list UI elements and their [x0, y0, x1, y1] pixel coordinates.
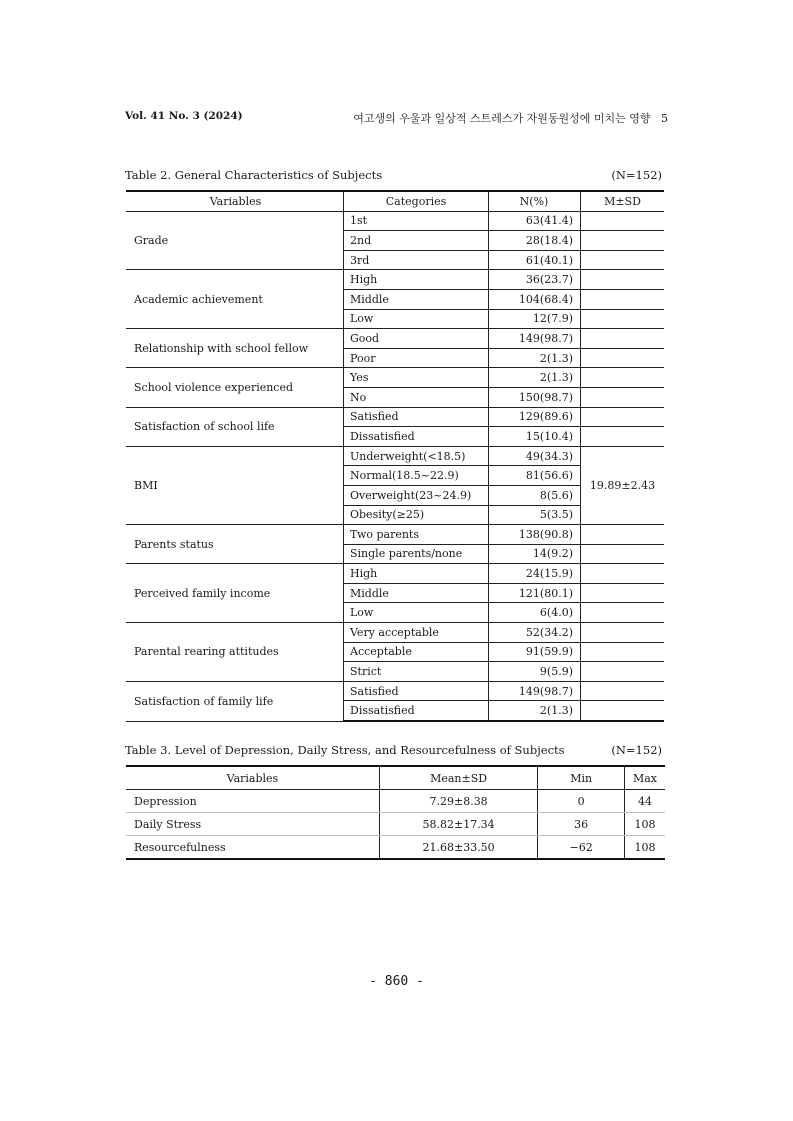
table-row [126, 368, 664, 388]
count-cell: 15(10.4) [489, 427, 581, 447]
running-title [353, 110, 668, 126]
mean-sd-cell: 19.89±2.43 [581, 446, 665, 524]
running-header [125, 110, 668, 128]
col-header: Max [624, 766, 665, 790]
count-cell: 149(98.7) [489, 329, 581, 349]
col-header: N(%) [489, 191, 581, 211]
category-cell: 1st [344, 211, 489, 231]
count-cell: 24(15.9) [489, 564, 581, 584]
mean-sd-cell [581, 623, 665, 643]
table-row [126, 790, 665, 813]
variable-cell: School violence experienced [126, 368, 344, 407]
variable-cell: Parental rearing attitudes [126, 623, 344, 682]
table-depression-stress-resourcefulness [126, 765, 665, 860]
category-cell: Acceptable [344, 642, 489, 662]
mean-sd-cell [581, 583, 665, 603]
table2-caption-text: Table 2. General Characteristics of Subjects [125, 168, 383, 182]
category-cell: Dissatisfied [344, 701, 489, 721]
count-cell: 138(90.8) [489, 525, 581, 545]
variable-cell: Relationship with school fellow [126, 329, 344, 368]
table-row [126, 329, 664, 349]
count-cell: 28(18.4) [489, 231, 581, 251]
mean-sd-cell [581, 407, 665, 427]
count-cell: 8(5.6) [489, 485, 581, 505]
count-cell: 121(80.1) [489, 583, 581, 603]
mean-sd-cell [581, 525, 665, 545]
mean-sd-cell [581, 250, 665, 270]
table-row [126, 564, 664, 584]
category-cell: 2nd [344, 231, 489, 251]
count-cell: 2(1.3) [489, 368, 581, 388]
col-header: Variables [126, 191, 344, 211]
col-header: Variables [126, 766, 379, 790]
mean-sd-cell [581, 289, 665, 309]
table-row [126, 681, 664, 701]
mean-sd-cell [581, 270, 665, 290]
category-cell: High [344, 270, 489, 290]
category-cell: Normal(18.5~22.9) [344, 466, 489, 486]
table2-sample-size: (N=152) [611, 168, 662, 182]
mean-sd-cell [581, 329, 665, 349]
count-cell: 36(23.7) [489, 270, 581, 290]
category-cell: Poor [344, 348, 489, 368]
mean-sd-cell [581, 681, 665, 701]
count-cell: 63(41.4) [489, 211, 581, 231]
category-cell: Middle [344, 583, 489, 603]
mean-sd-cell [581, 211, 665, 231]
table2-caption [125, 168, 662, 182]
category-cell: Middle [344, 289, 489, 309]
table-general-characteristics [126, 190, 664, 722]
category-cell: High [344, 564, 489, 584]
table-row [126, 446, 664, 466]
value-cell: 0 [538, 790, 625, 813]
category-cell: Satisfied [344, 407, 489, 427]
table-row [126, 623, 664, 643]
count-cell: 61(40.1) [489, 250, 581, 270]
mean-sd-cell [581, 368, 665, 388]
table3-caption-text: Table 3. Level of Depression, Daily Stress, and Resourcefulness of Subjects [125, 743, 565, 757]
mean-sd-cell [581, 544, 665, 564]
table3-caption [125, 743, 662, 757]
page-number-header: 5 [661, 112, 668, 125]
count-cell: 14(9.2) [489, 544, 581, 564]
col-header: Mean±SD [379, 766, 537, 790]
category-cell: Very acceptable [344, 623, 489, 643]
mean-sd-cell [581, 701, 665, 721]
count-cell: 52(34.2) [489, 623, 581, 643]
page-footer-number: - 860 - [369, 974, 424, 989]
value-cell: 58.82±17.34 [379, 813, 537, 836]
table-header-row [126, 191, 664, 211]
variable-cell: BMI [126, 446, 344, 524]
count-cell: 104(68.4) [489, 289, 581, 309]
table2-body [126, 211, 664, 721]
table3-sample-size: (N=152) [611, 743, 662, 757]
table-row [126, 813, 665, 836]
table-row [126, 836, 665, 860]
variable-cell: Grade [126, 211, 344, 270]
category-cell: Satisfied [344, 681, 489, 701]
category-cell: Strict [344, 662, 489, 682]
category-cell: Underweight(<18.5) [344, 446, 489, 466]
mean-sd-cell [581, 564, 665, 584]
table-header-row [126, 766, 665, 790]
value-cell: 7.29±8.38 [379, 790, 537, 813]
variable-cell: Resourcefulness [126, 836, 379, 860]
count-cell: 9(5.9) [489, 662, 581, 682]
table-row [126, 407, 664, 427]
category-cell: No [344, 387, 489, 407]
category-cell: Two parents [344, 525, 489, 545]
count-cell: 91(59.9) [489, 642, 581, 662]
category-cell: Overweight(23~24.9) [344, 485, 489, 505]
variable-cell: Satisfaction of family life [126, 681, 344, 721]
count-cell: 150(98.7) [489, 387, 581, 407]
mean-sd-cell [581, 387, 665, 407]
value-cell: 108 [624, 813, 665, 836]
table-row [126, 270, 664, 290]
journal-volume: Vol. 41 No. 3 (2024) [125, 110, 243, 122]
value-cell: 36 [538, 813, 625, 836]
variable-cell: Perceived family income [126, 564, 344, 623]
mean-sd-cell [581, 642, 665, 662]
category-cell: Good [344, 329, 489, 349]
mean-sd-cell [581, 231, 665, 251]
category-cell: Yes [344, 368, 489, 388]
running-title-text: 여고생의 우울과 일상적 스트레스가 자원동원성에 미치는 영향 [353, 112, 651, 125]
count-cell: 5(3.5) [489, 505, 581, 525]
category-cell: Low [344, 309, 489, 329]
count-cell: 2(1.3) [489, 348, 581, 368]
mean-sd-cell [581, 603, 665, 623]
variable-cell: Parents status [126, 525, 344, 564]
count-cell: 49(34.3) [489, 446, 581, 466]
mean-sd-cell [581, 348, 665, 368]
mean-sd-cell [581, 309, 665, 329]
value-cell: 21.68±33.50 [379, 836, 537, 860]
col-header: Min [538, 766, 625, 790]
count-cell: 2(1.3) [489, 701, 581, 721]
table-row [126, 211, 664, 231]
table3-body [126, 790, 665, 860]
variable-cell: Daily Stress [126, 813, 379, 836]
count-cell: 6(4.0) [489, 603, 581, 623]
count-cell: 129(89.6) [489, 407, 581, 427]
value-cell: 44 [624, 790, 665, 813]
category-cell: Dissatisfied [344, 427, 489, 447]
value-cell: 108 [624, 836, 665, 860]
mean-sd-cell [581, 662, 665, 682]
table-row [126, 525, 664, 545]
category-cell: Low [344, 603, 489, 623]
count-cell: 81(56.6) [489, 466, 581, 486]
variable-cell: Academic achievement [126, 270, 344, 329]
category-cell: Single parents/none [344, 544, 489, 564]
variable-cell: Satisfaction of school life [126, 407, 344, 446]
variable-cell: Depression [126, 790, 379, 813]
count-cell: 12(7.9) [489, 309, 581, 329]
count-cell: 149(98.7) [489, 681, 581, 701]
category-cell: 3rd [344, 250, 489, 270]
value-cell: −62 [538, 836, 625, 860]
col-header: M±SD [581, 191, 665, 211]
mean-sd-cell [581, 427, 665, 447]
col-header: Categories [344, 191, 489, 211]
category-cell: Obesity(≥25) [344, 505, 489, 525]
